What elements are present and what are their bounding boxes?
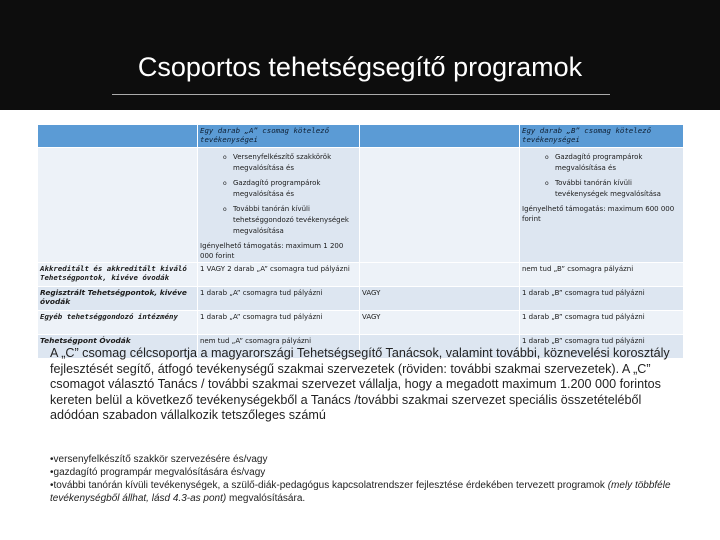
row-package-a: 1 darab „A” csomagra tud pályázni	[198, 311, 360, 335]
row-package-b: 1 darab „B” csomagra tud pályázni	[520, 335, 684, 359]
row-label: Akkreditált és akkreditált kiváló Tehetségpontok, kivéve óvodák	[38, 263, 198, 287]
row-package-a: 1 VAGY 2 darab „A” csomagra tud pályázni	[198, 263, 360, 287]
list-item: o Gazdagító programpárok megvalósítása és	[522, 152, 681, 174]
row-or	[360, 263, 520, 287]
title-underline	[112, 94, 610, 95]
header-empty-cell	[38, 125, 198, 148]
table-header-row	[38, 125, 684, 148]
row-package-b: nem tud „B” csomagra pályázni	[520, 263, 684, 287]
bullet-text: •további tanórán kívüli tevékenységek, a szülő-diák-pedagógus kapcsolatrendszer fejlesztése érdekében tervezett programok	[50, 480, 605, 491]
list-item: o Gazdagító programpárok megvalósítása és	[200, 178, 357, 200]
row-package-b: 1 darab „B” csomagra tud pályázni	[520, 287, 684, 311]
row-package-b: 1 darab „B” csomagra tud pályázni	[520, 311, 684, 335]
row-label: Tehetségpont Óvodák	[38, 335, 198, 359]
header-empty-cell	[360, 125, 520, 148]
list-item: o További tanórán kívüli tehetséggondozó tevékenységek megvalósítása	[200, 204, 357, 237]
row-package-a: nem tud „A” csomagra pályázni	[198, 335, 360, 359]
empty-cell	[360, 148, 520, 263]
header-bar	[0, 0, 720, 110]
row-or: VAGY	[360, 311, 520, 335]
package-b-activities	[520, 148, 684, 263]
empty-cell	[38, 148, 198, 263]
row-package-a: 1 darab „A” csomagra tud pályázni	[198, 287, 360, 311]
bullet-text-end: megvalósítására.	[229, 493, 306, 504]
table-row-activities	[38, 148, 684, 263]
row-label: Egyéb tehetséggondozó intézmény	[38, 311, 198, 335]
row-label: Regisztrált Tehetségpontok, kivéve óvodák	[38, 287, 198, 311]
table-row	[38, 263, 684, 287]
bullet-item: •versenyfelkészítő szakkör szervezésére és/vagy	[50, 454, 268, 465]
activity-bullets	[50, 453, 690, 505]
package-b-support: Igényelhető támogatás: maximum 600 000 forint	[522, 205, 675, 223]
list-item: o További tanórán kívüli tevékenységek megvalósítása	[522, 178, 681, 200]
list-item: o Versenyfelkészítő szakkörök megvalósítása és	[200, 152, 357, 174]
package-table	[37, 124, 684, 359]
bullet-item	[50, 479, 690, 505]
package-a-activities	[198, 148, 360, 263]
page-title: Csoportos tehetségsegítő programok	[137, 52, 583, 82]
package-c-paragraph: A „C” csomag célcsoportja a magyarországi Tehetségsegítő Tanácsok, valamint további, köznevelési korosztály fejlesztését segítő, átfogó tevékenységű szakmai szervezetek (röviden: további szakmai szervezetek). A „C” csomagot választó Tanács / további szakmai szervezet vállalja, hogy a megadott maximum 1.200 000 forintos kereten belül a következő tevékenységekből a Tanács /további szakmai szervezet speciális összetételéből adódóan szabadon vállalkozik tetszőleges számú	[50, 346, 670, 423]
table-row	[38, 311, 684, 335]
header-package-a: Egy darab „A” csomag kötelező tevékenységei	[198, 125, 360, 148]
header-package-b: Egy darab „B” csomag kötelező tevékenységei	[520, 125, 684, 148]
bullet-item: •gazdagító programpár megvalósítására és/vagy	[50, 467, 266, 478]
bullet-note: (mely többféle tevékenységből állhat, lásd 4.3-as pont)	[50, 480, 671, 504]
row-or: VAGY	[360, 287, 520, 311]
package-a-support: Igényelhető támogatás: maximum 1 200 000 forint	[200, 242, 344, 260]
table-row	[38, 287, 684, 311]
